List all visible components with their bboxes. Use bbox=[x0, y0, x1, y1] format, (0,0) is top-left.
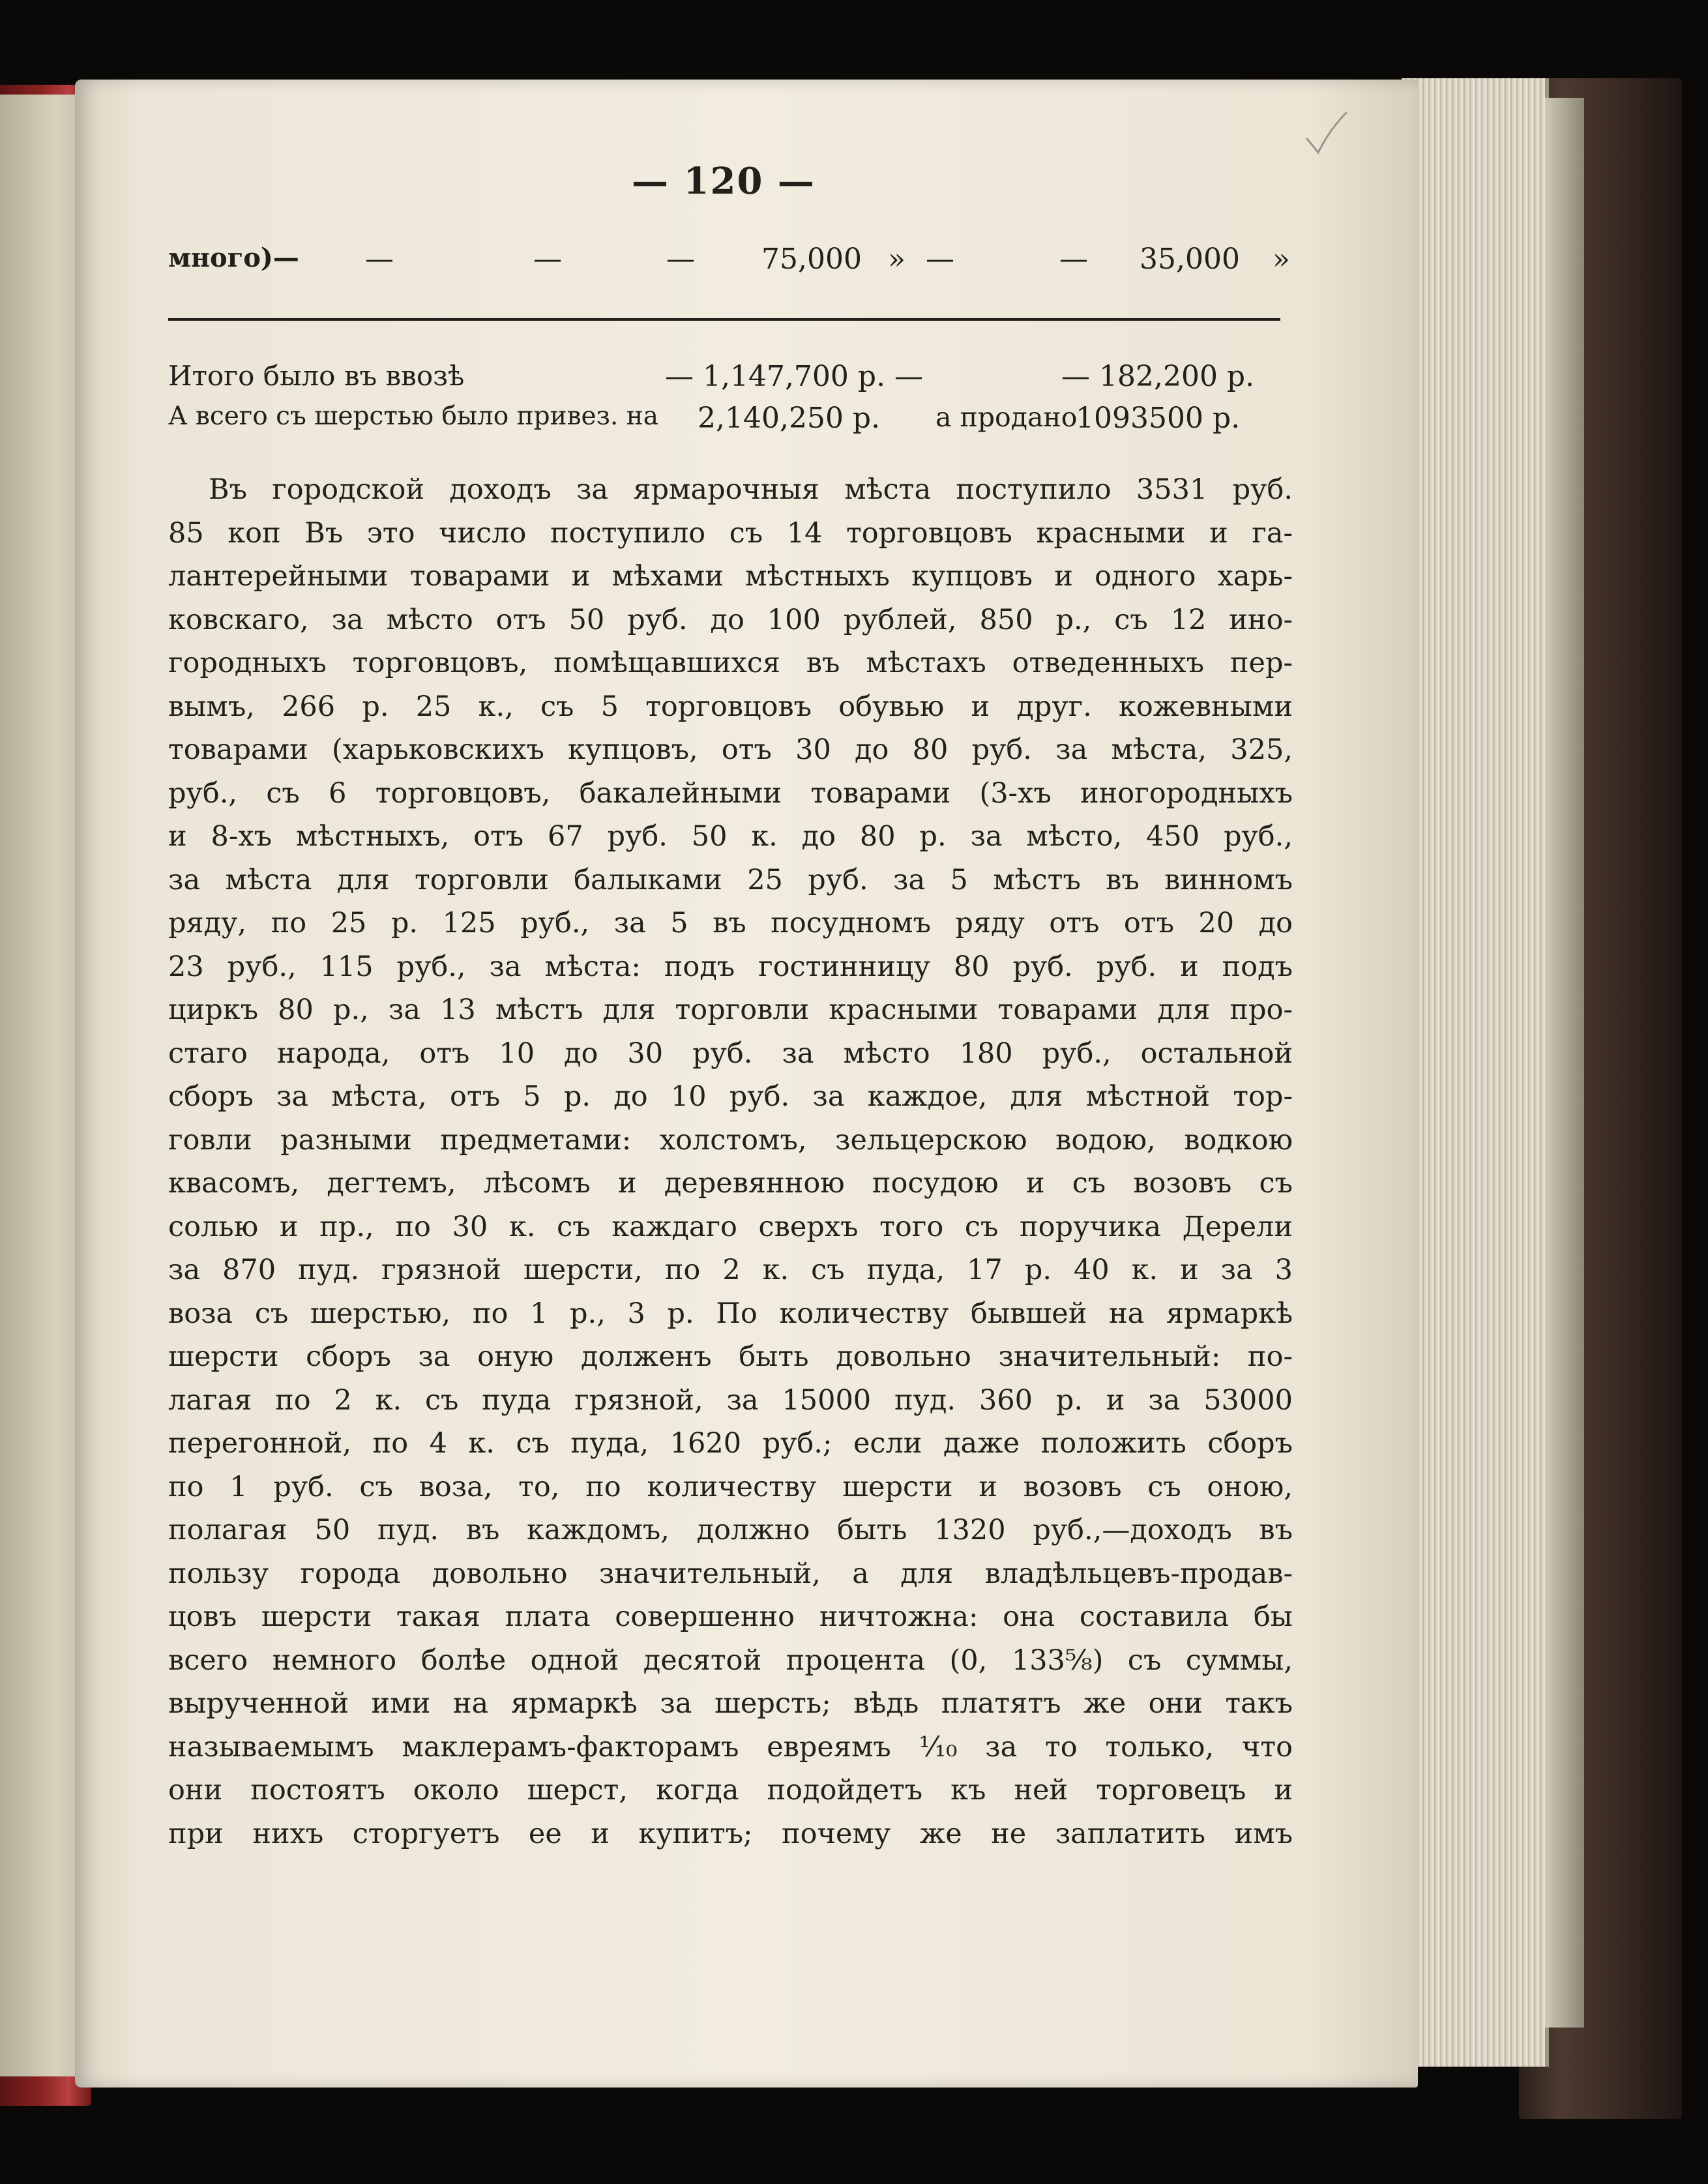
total-with-wool-label: А всего съ шерстью было привез. на bbox=[168, 402, 658, 431]
paragraph-line: за 870 пуд. грязной шерсти, по 2 к. съ пуда, 17 р. 40 к. и за 3 bbox=[168, 1254, 1293, 1286]
paragraph-line: воза съ шерстью, по 1 р., 3 р. По количеству бывшей на ярмаркѣ bbox=[168, 1297, 1293, 1330]
paragraph-line: вырученной ими на ярмаркѣ за шерсть; вѣдь платятъ же они такъ bbox=[168, 1687, 1293, 1720]
paragraph-line: 85 коп Въ это число поступило съ 14 торговцовъ красными и га- bbox=[168, 516, 1293, 550]
paragraph-line: перегонной, по 4 к. съ пуда, 1620 руб.; если даже положить сборъ bbox=[168, 1427, 1293, 1460]
page-stack-shadow bbox=[1545, 98, 1584, 2028]
total-imports-label: Итого было въ ввозѣ bbox=[168, 360, 465, 392]
paragraph-line: сборъ за мѣста, отъ 5 р. до 10 руб. за каждое, для мѣстной тор- bbox=[168, 1080, 1293, 1113]
top-row-value-1: 75,000 bbox=[761, 243, 862, 276]
horizontal-rule bbox=[168, 318, 1280, 321]
total-imports-value-2: — 182,200 р. bbox=[1061, 360, 1255, 393]
paragraph-line: ковскаго, за мѣсто отъ 50 руб. до 100 рублей, 850 р., съ 12 ино- bbox=[168, 603, 1293, 636]
paragraph-line: руб., съ 6 торговцовъ, бакалейными товарами (3-хъ иногородныхъ bbox=[168, 776, 1293, 810]
paragraph-line: 23 руб., 115 руб., за мѣста: подъ гостинницу 80 руб. руб. и подъ bbox=[168, 950, 1293, 983]
paragraph-line: говли разными предметами: холстомъ, зельцерскою водою, водкою bbox=[168, 1123, 1293, 1157]
paragraph-line: лантерейными товарами и мѣхами мѣстныхъ купцовъ и одного харь- bbox=[168, 560, 1293, 593]
paragraph-line: они постоятъ около шерст, когда подойдетъ къ ней торговецъ и bbox=[168, 1774, 1293, 1807]
page-stack-edge bbox=[1402, 78, 1549, 2067]
paragraph-line: ряду, по 25 р. 125 руб., за 5 въ посудномъ ряду отъ отъ 20 до bbox=[168, 907, 1293, 939]
paragraph-line: и 8-хъ мѣстныхъ, отъ 67 руб. 50 к. до 80 р. за мѣсто, 450 руб., bbox=[168, 820, 1293, 853]
main-paragraph bbox=[168, 468, 1293, 1855]
paragraph-line: стаго народа, отъ 10 до 30 руб. за мѣсто 180 руб., остальной bbox=[168, 1037, 1293, 1070]
total-with-wool-value-1: 2,140,250 р. bbox=[698, 402, 881, 435]
paragraph-line: городныхъ торговцовъ, помѣщавшихся въ мѣстахъ отведенныхъ пер- bbox=[168, 647, 1293, 679]
top-row-dash-3: — bbox=[666, 243, 695, 276]
top-row-mark-2: » bbox=[1273, 243, 1290, 276]
total-imports-value-1: — 1,147,700 р. — bbox=[665, 360, 924, 393]
top-row-value-2: 35,000 bbox=[1140, 243, 1240, 276]
top-row-dash-mid: — bbox=[926, 243, 954, 276]
paragraph-line: товарами (харьковскихъ купцовъ, отъ 30 до 80 руб. за мѣста, 325, bbox=[168, 733, 1293, 766]
top-row-dash-2: — bbox=[533, 243, 562, 276]
paragraph-line: за мѣста для торговли балыками 25 руб. за 5 мѣстъ въ винномъ bbox=[168, 863, 1293, 896]
paragraph-line: квасомъ, дегтемъ, лѣсомъ и деревянною посудою и съ возовъ съ bbox=[168, 1167, 1293, 1200]
paragraph-line: шерсти сборъ за оную долженъ быть довольно значительный: по- bbox=[168, 1340, 1293, 1373]
paragraph-line: солью и пр., по 30 к. съ каждаго сверхъ того съ поручика Дерели bbox=[168, 1210, 1293, 1243]
top-row-dash-end: — bbox=[1059, 243, 1088, 276]
paragraph-line: лагая по 2 к. съ пуда грязной, за 15000 пуд. 360 р. и за 53000 bbox=[168, 1383, 1293, 1417]
paragraph-line: пользу города довольно значительный, а для владѣльцевъ-продав- bbox=[168, 1557, 1293, 1590]
paragraph-line: называемымъ маклерамъ-факторамъ евреямъ ¹⁄₁₀ за то только, что bbox=[168, 1730, 1293, 1763]
paragraph-line: при нихъ сторгуетъ ее и купитъ; почему же не заплатить имъ bbox=[168, 1817, 1293, 1850]
paragraph-line: циркъ 80 р., за 13 мѣстъ для торговли красными товарами для про- bbox=[168, 994, 1293, 1026]
paragraph-line: по 1 руб. съ воза, то, по количеству шерсти и возовъ съ оною, bbox=[168, 1470, 1293, 1503]
top-row-label: много)— bbox=[168, 243, 299, 273]
paragraph-line: вымъ, 266 р. 25 к., съ 5 торговцовъ обувью и друг. кожевными bbox=[168, 690, 1293, 723]
paragraph-line: всего немного болѣе одной десятой процента (0, 133⅝) съ суммы, bbox=[168, 1644, 1293, 1677]
top-row-mark-1: » bbox=[888, 243, 906, 276]
page-number: — 120 — bbox=[632, 160, 816, 203]
total-sold-value: 1093500 р. bbox=[1076, 402, 1241, 435]
paragraph-line: цовъ шерсти такая плата совершенно ничтожна: она составила бы bbox=[168, 1601, 1293, 1633]
paragraph-line: Въ городской доходъ за ярмарочныя мѣста поступило 3531 руб. bbox=[209, 473, 1293, 506]
pencil-check-mark-icon bbox=[1304, 110, 1349, 155]
paragraph-line: полагая 50 пуд. въ каждомъ, должно быть 1320 руб.,—доходъ въ bbox=[168, 1514, 1293, 1546]
total-sold-label: а продано bbox=[935, 402, 1078, 433]
top-row-dash-1: — bbox=[365, 243, 394, 276]
